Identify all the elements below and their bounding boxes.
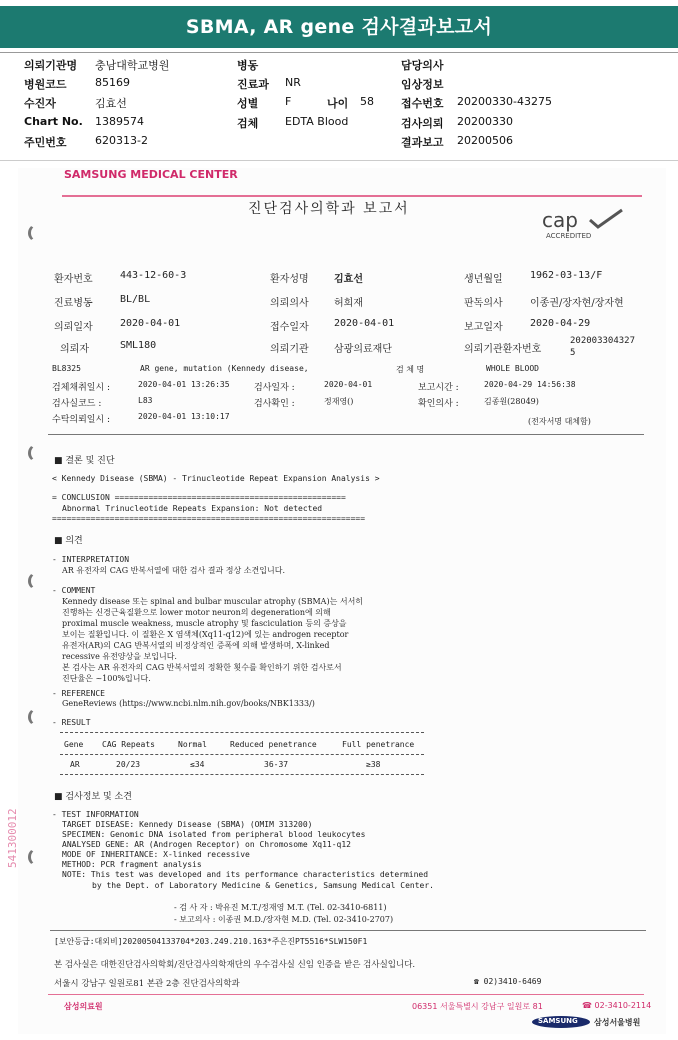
interp-head: - INTERPRETATION bbox=[52, 555, 130, 564]
meta-value: 충남대학교병원 bbox=[95, 59, 170, 72]
accreditation-notice: 본 검사실은 대한진단검사의학회/진단검사의학재단의 우수검사실 신임 인증을 받은 검사실입니다. bbox=[54, 960, 416, 970]
esign-note: (전자서명 대체함) bbox=[528, 417, 591, 426]
meta-label: 주민번호 bbox=[24, 136, 67, 149]
comment-line: Kennedy disease 또는 spinal and bulbar muscular atrophy (SBMA)는 서서히 bbox=[62, 597, 364, 606]
meta-value: F bbox=[285, 95, 292, 108]
result-head: - RESULT bbox=[52, 718, 91, 727]
tester-line: - 검 사 자 : 박유진 M.T./정재영 M.T. (Tel. 02-3410-6811) bbox=[174, 903, 387, 912]
comment-line: 진행하는 신경근육질환으로 lower motor neuron의 degeneration에 의해 bbox=[62, 608, 331, 617]
test-info-line: METHOD: PCR fragment analysis bbox=[62, 860, 202, 869]
field-label: 접수일자 bbox=[270, 322, 309, 333]
table-rule bbox=[60, 754, 424, 755]
meta-row bbox=[24, 95, 127, 111]
meta-row bbox=[24, 134, 148, 150]
comment-head: - COMMENT bbox=[52, 586, 96, 595]
field-value: 삼광의료재단 bbox=[334, 344, 392, 355]
table-cell: ≤34 bbox=[190, 760, 205, 769]
meta-label: 성별 bbox=[237, 97, 259, 110]
field-value: 2020-04-01 13:10:17 bbox=[138, 412, 230, 421]
meta-label: Chart No. bbox=[24, 115, 83, 128]
divider bbox=[50, 930, 646, 931]
meta-row bbox=[24, 76, 130, 92]
comment-line: proximal muscle weakness, muscle atrophy 및 fasciculation 등의 증상을 bbox=[62, 619, 347, 628]
section-title: ■ 결론 및 진단 bbox=[54, 456, 115, 466]
comment-line: 진단율은 ~100%입니다. bbox=[62, 674, 151, 683]
field-value: 443-12-60-3 bbox=[120, 270, 187, 281]
table-header-cell: CAG Repeats bbox=[102, 740, 155, 749]
meta-label: 의뢰기관명 bbox=[24, 59, 78, 72]
checkmark-icon bbox=[586, 208, 626, 230]
field-value: 허희재 bbox=[334, 298, 363, 309]
field-value: 김효선 bbox=[334, 274, 363, 285]
table-header-cell: Full penetrance bbox=[342, 740, 415, 749]
meta-value: 620313-2 bbox=[95, 134, 148, 147]
field-label: 확인의사 : bbox=[418, 399, 459, 409]
test-info-line: by the Dept. of Laboratory Medicine & Genetics, Samsung Medical Center. bbox=[92, 881, 434, 890]
field-value: 2020-04-01 bbox=[324, 380, 373, 389]
meta-row bbox=[24, 57, 170, 73]
field-label: 검체채취일시 : bbox=[52, 383, 111, 393]
test-info-line: NOTE: This test was developed and its performance characteristics determined bbox=[62, 870, 429, 879]
field-label: 생년월일 bbox=[464, 274, 503, 285]
specimen-value: WHOLE BLOOD bbox=[486, 364, 539, 373]
meta-label: 병원코드 bbox=[24, 78, 67, 91]
table-header-cell: Reduced penetrance bbox=[230, 740, 317, 749]
meta-value: NR bbox=[285, 76, 301, 89]
binder-hole-icon bbox=[28, 444, 46, 462]
table-rule bbox=[60, 732, 424, 733]
footer-rule bbox=[48, 994, 644, 995]
field-value: 이종권/장자현/장자현 bbox=[530, 298, 624, 309]
test-info-line: TARGET DISEASE: Kennedy Disease (SBMA) (OMIM 313200) bbox=[62, 820, 313, 829]
meta-label: 담당의사 bbox=[401, 59, 444, 72]
field-value: L83 bbox=[138, 396, 153, 405]
field-value: 2020-04-29 bbox=[530, 318, 591, 329]
meta-row-age bbox=[327, 95, 374, 111]
samsung-logo bbox=[532, 1016, 590, 1028]
binder-hole-icon bbox=[28, 708, 46, 726]
meta-row bbox=[237, 76, 301, 92]
field-value: BL/BL bbox=[120, 294, 151, 305]
scanned-report bbox=[6, 168, 666, 1034]
field-label: 검사일자 : bbox=[254, 383, 295, 393]
samsung-logo-text: SAMSUNG bbox=[538, 1017, 578, 1025]
meta-value: 20200330-43275 bbox=[457, 95, 552, 108]
meta-row bbox=[401, 76, 444, 92]
conclusion-text: Abnormal Trinucleotide Repeats Expansion: Not detected bbox=[62, 504, 323, 513]
field-value: 202003304327 bbox=[570, 336, 636, 346]
test-info-line: - TEST INFORMATION bbox=[52, 810, 139, 819]
security-line: [보안등급:대외비]20200504133704*203.249.210.163*주은진PT5516*SLW150F1 bbox=[54, 937, 368, 946]
footer-hospital: 삼성서울병원 bbox=[594, 1018, 641, 1027]
reference-text: GeneReviews (https://www.ncbi.nlm.nih.gov/books/NBK1333/) bbox=[62, 699, 315, 708]
meta-row bbox=[237, 95, 292, 111]
field-value: 2020-04-01 13:26:35 bbox=[138, 380, 230, 389]
field-label: 보고일자 bbox=[464, 322, 503, 333]
meta-label: 병동 bbox=[237, 59, 259, 72]
table-rule bbox=[60, 774, 424, 775]
test-info-line: SPECIMEN: Genomic DNA isolated from peripheral blood leukocytes bbox=[62, 830, 366, 839]
footer-tel: ☎ 02-3410-2114 bbox=[582, 1001, 652, 1010]
meta-row bbox=[237, 57, 258, 73]
conclusion-head: = CONCLUSION ================================================ bbox=[52, 493, 346, 502]
field-label: 검사실코드 : bbox=[52, 399, 102, 409]
meta-row bbox=[401, 115, 513, 131]
test-info-line: ANALYSED GENE: AR (Androgen Receptor) on Chromosome Xq11-q12 bbox=[62, 840, 351, 849]
field-label: 진료병동 bbox=[54, 298, 93, 309]
meta-label: 나이 bbox=[327, 97, 349, 110]
meta-label: 임상정보 bbox=[401, 78, 444, 91]
lab-phone: ☎ 02)3410-6469 bbox=[474, 977, 542, 986]
binder-hole-icon bbox=[28, 572, 46, 590]
field-value: 1962-03-13/F bbox=[530, 270, 603, 281]
table-cell: ≥38 bbox=[366, 760, 381, 769]
section-title: ■ 검사정보 및 소견 bbox=[54, 792, 132, 802]
comment-line: recessive 유전양상을 보입니다. bbox=[62, 652, 177, 661]
field-label: 환자성명 bbox=[270, 274, 309, 285]
conclusion-rule: ================================================================= bbox=[52, 514, 366, 523]
field-label: 의뢰기관 bbox=[270, 344, 309, 355]
center-name: SAMSUNG MEDICAL CENTER bbox=[64, 168, 238, 181]
kennedy-title: < Kennedy Disease (SBMA) - Trinucleotide Repeat Expansion Analysis > bbox=[52, 474, 380, 483]
meta-value: 58 bbox=[360, 95, 374, 108]
meta-label: 결과보고 bbox=[401, 136, 444, 149]
meta-value: 85169 bbox=[95, 76, 130, 89]
meta-label: 검체 bbox=[237, 117, 259, 130]
footer-left: 삼성의료원 bbox=[64, 1002, 103, 1011]
meta-label: 검사의뢰 bbox=[401, 117, 444, 130]
divider bbox=[48, 434, 644, 435]
table-cell: 36-37 bbox=[264, 760, 289, 769]
meta-label: 진료과 bbox=[237, 78, 269, 91]
comment-line: 본 검사는 AR 유전자의 CAG 반복서열의 정확한 횟수를 확인하기 위한 검사로서 bbox=[62, 663, 342, 672]
field-value: 김종원(28049) bbox=[484, 397, 539, 406]
meta-value: EDTA Blood bbox=[285, 115, 349, 128]
meta-row bbox=[24, 115, 144, 128]
field-label: 수탁의뢰일시 : bbox=[52, 415, 111, 425]
cap-accredited: ACCREDITED bbox=[546, 232, 592, 240]
meta-value: 1389574 bbox=[95, 115, 144, 128]
field-label: 의뢰일자 bbox=[54, 322, 93, 333]
header-rule bbox=[62, 195, 642, 197]
specimen-label: 검 체 명 bbox=[396, 365, 425, 374]
table-header-cell: Gene bbox=[64, 740, 84, 749]
report-heading: 진단검사의학과 보고서 bbox=[248, 201, 410, 217]
binder-hole-icon bbox=[28, 224, 46, 242]
lab-address: 서울시 강남구 일원로81 본관 2층 진단검사의학과 bbox=[54, 979, 240, 989]
test-info-line: MODE OF INHERITANCE: X-linked recessive bbox=[62, 850, 250, 859]
field-value-cont: 5 bbox=[570, 348, 576, 358]
report-title: SBMA, AR gene 검사결과보고서 bbox=[0, 6, 678, 48]
meta-value: 김효선 bbox=[95, 97, 127, 110]
cap-logo-text: cap bbox=[542, 208, 578, 232]
meta-row bbox=[401, 95, 552, 111]
exam-name: AR gene, mutation (Kennedy disease, bbox=[140, 364, 309, 373]
cap-logo bbox=[540, 208, 630, 244]
meta-value: 20200330 bbox=[457, 115, 513, 128]
meta-label: 접수번호 bbox=[401, 97, 444, 110]
interp-text: AR 유전자의 CAG 반복서열에 대한 검사 결과 정상 소견입니다. bbox=[62, 566, 285, 575]
section-title: ■ 의견 bbox=[54, 536, 83, 546]
divider bbox=[0, 160, 678, 161]
field-label: 검사확인 : bbox=[254, 399, 295, 409]
field-value: 정재영() bbox=[324, 397, 354, 406]
divider bbox=[0, 52, 678, 53]
comment-line: 보이는 질환입니다. 이 질환은 X 염색체(Xq11-q12)에 있는 androgen receptor bbox=[62, 630, 349, 639]
table-cell: 20/23 bbox=[116, 760, 141, 769]
footer-address: 06351 서울특별시 강남구 일원로 81 bbox=[412, 1002, 543, 1011]
field-label: 의뢰의사 bbox=[270, 298, 309, 309]
field-value: SML180 bbox=[120, 340, 157, 351]
meta-row bbox=[401, 134, 513, 150]
comment-line: 유전자(AR)의 CAG 반복서열의 비정상적인 증폭에 의해 발생하며, X-linked bbox=[62, 641, 330, 650]
table-header-cell: Normal bbox=[178, 740, 207, 749]
meta-label: 수진자 bbox=[24, 97, 56, 110]
field-label: 보고시간 : bbox=[418, 383, 459, 393]
field-value: 2020-04-29 14:56:38 bbox=[484, 380, 576, 389]
meta-row bbox=[237, 115, 349, 131]
table-cell: AR bbox=[70, 760, 80, 769]
binder-hole-icon bbox=[28, 848, 46, 866]
reference-head: - REFERENCE bbox=[52, 689, 105, 698]
field-label: 의뢰자 bbox=[60, 344, 89, 355]
reporter-line: - 보고의사 : 이종권 M.D./장자현 M.D. (Tel. 02-3410-2707) bbox=[174, 915, 394, 924]
meta-row bbox=[401, 57, 444, 73]
bl-code: BL8325 bbox=[52, 364, 81, 373]
field-value: 2020-04-01 bbox=[120, 318, 181, 329]
side-stamp: 541300012 bbox=[6, 808, 19, 868]
field-label: 판독의사 bbox=[464, 298, 503, 309]
meta-value: 20200506 bbox=[457, 134, 513, 147]
field-label: 환자번호 bbox=[54, 274, 93, 285]
field-label: 의뢰기관환자번호 bbox=[464, 344, 542, 355]
field-value: 2020-04-01 bbox=[334, 318, 395, 329]
